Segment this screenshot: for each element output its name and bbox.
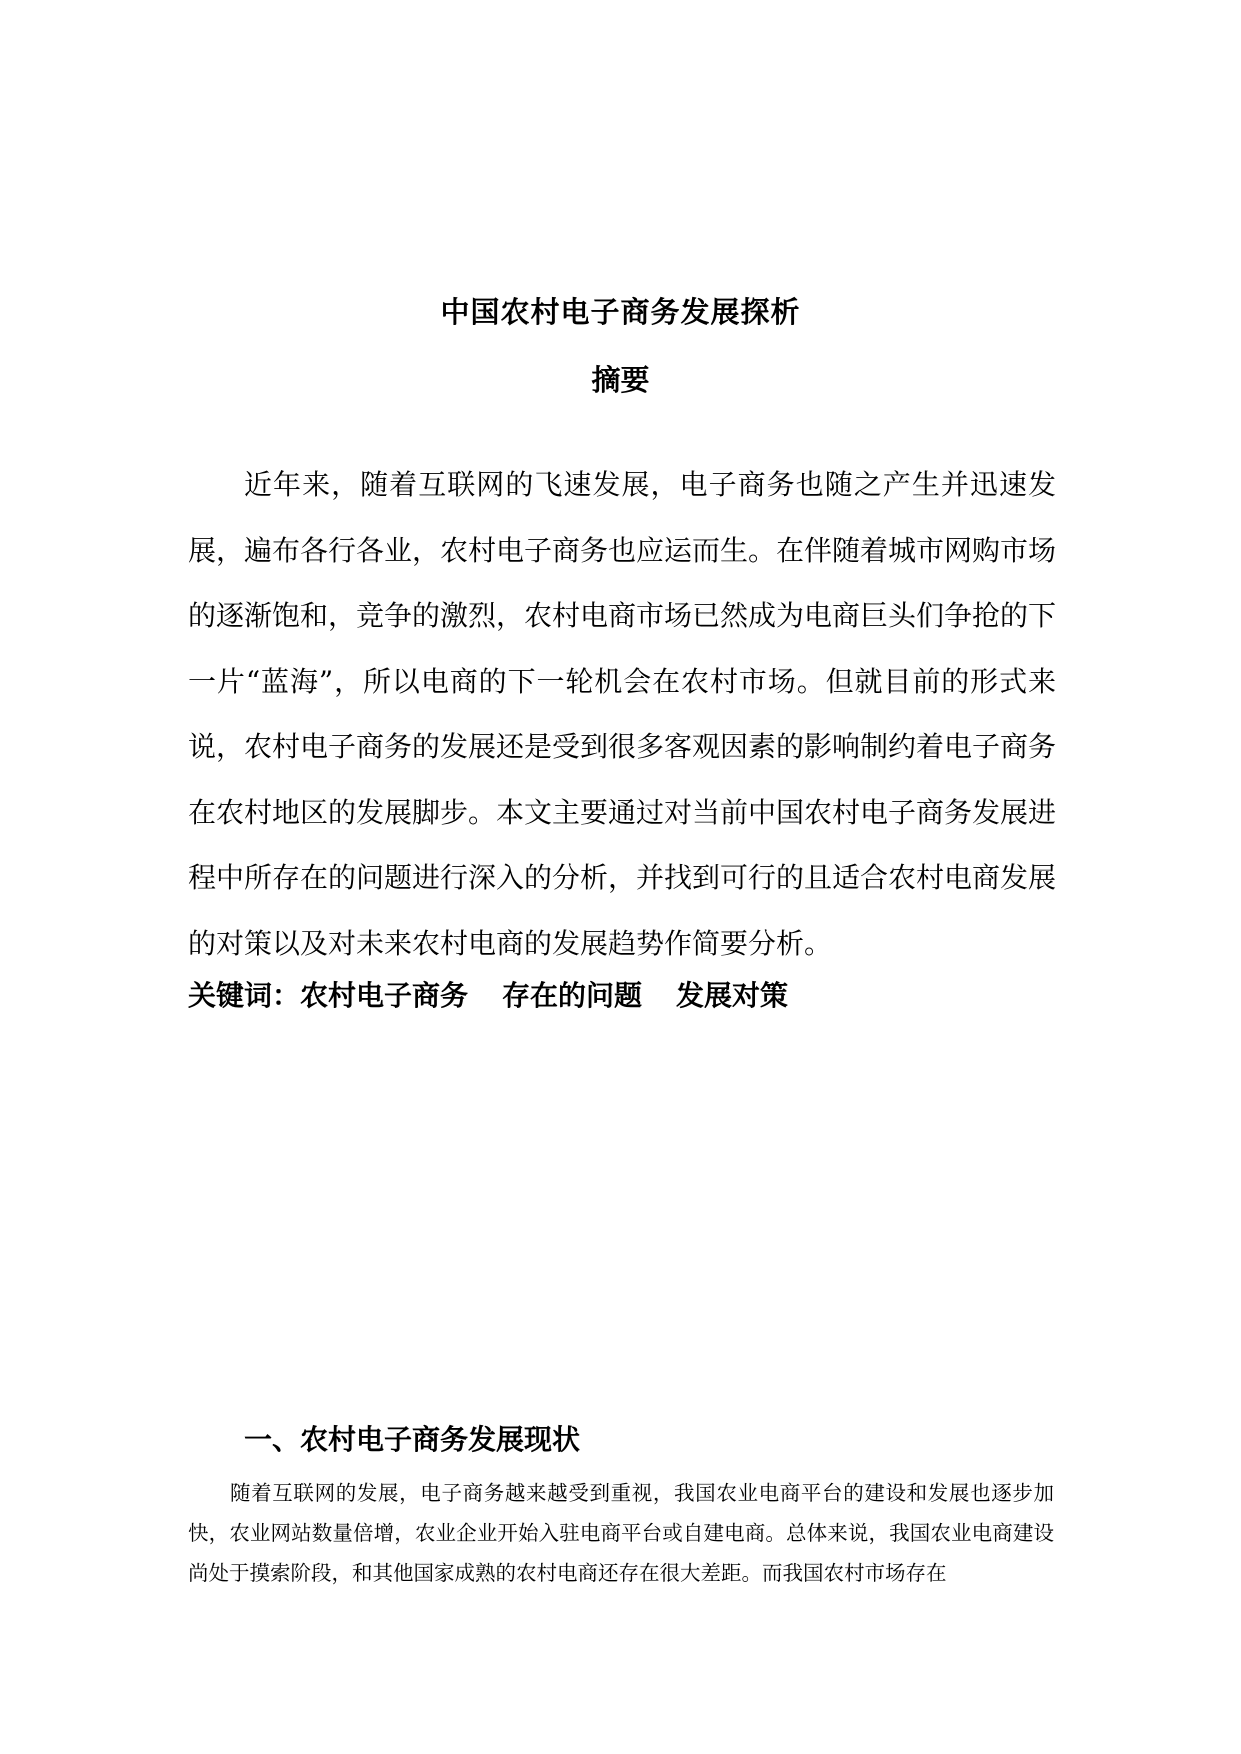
keywords-label: 关键词： xyxy=(188,979,301,1012)
abstract-heading: 摘要 xyxy=(591,363,650,397)
keywords-line xyxy=(188,976,1056,1016)
keyword-item: 农村电子商务 xyxy=(300,979,469,1012)
keyword-item: 发展对策 xyxy=(676,979,789,1012)
section-body: 随着互联网的发展，电子商务越来越受到重视，我国农业电商平台的建设和发展也逐步加快，农业网站数量倍增，农业企业开始入驻电商平台或自建电商。总体来说，我国农业电商建设尚处于摸索阶段，和其他国家成熟的农村电商还存在很大差距。而我国农村市场存在 xyxy=(188,1481,1054,1585)
keyword-item: 存在的问题 xyxy=(502,979,643,1012)
section-heading: 一、农村电子商务发展现状 xyxy=(244,1423,581,1456)
document-title: 中国农村电子商务发展探析 xyxy=(440,295,801,329)
abstract-body: 近年来，随着互联网的飞速发展，电子商务也随之产生并迅速发展，遍布各行各业，农村电子商务也应运而生。在伴随着城市网购市场的逐渐饱和，竞争的激烈，农村电商市场已然成为电商巨头们争抢的下一片“蓝海”，所以电商的下一轮机会在农村市场。但就目前的形式来说，农村电子商务的发展还是受到很多客观因素的影响制约着电子商务在农村地区的发展脚步。本文主要通过对当前中国农村电子商务发展进程中所存在的问题进行深入的分析，并找到可行的且适合农村电商发展的对策以及对未来农村电商的发展趋势作简要分析。 xyxy=(188,468,1057,960)
